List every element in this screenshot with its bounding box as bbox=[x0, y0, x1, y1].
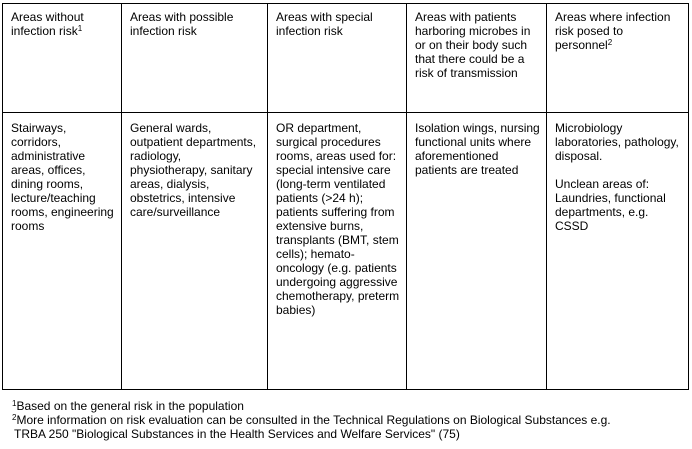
footnote-2-continued: TRBA 250 "Biological Substances in the Health Services and Welfare Services" (75) bbox=[14, 427, 460, 441]
cell-text: Isolation wings, nursing functional units where aforementioned patients are treated bbox=[415, 121, 540, 177]
header-no-risk bbox=[3, 4, 122, 113]
infection-risk-table bbox=[2, 3, 689, 390]
table-header-row bbox=[3, 4, 689, 113]
header-text: Areas with special infection risk bbox=[276, 10, 373, 38]
cell-text: General wards, outpatient departments, radiology, physiotherapy, sanitary areas, dialysis, obstetrics, intensive care/surveillance bbox=[130, 121, 257, 219]
cell-special-risk bbox=[268, 113, 407, 390]
header-text: Areas with possible infection risk bbox=[130, 10, 234, 38]
header-text: Areas without infection risk bbox=[11, 10, 84, 38]
cell-personnel-risk bbox=[547, 113, 689, 390]
header-special-risk bbox=[268, 4, 407, 113]
header-possible-risk bbox=[122, 4, 268, 113]
footnote-text: Based on the general risk in the population bbox=[16, 399, 244, 413]
header-transmission-risk bbox=[407, 4, 547, 113]
cell-text: Stairways, corridors, administrative areas, offices, dining rooms, lecture/teaching rooms, engineering rooms bbox=[11, 121, 114, 233]
footnote-1 bbox=[12, 399, 688, 413]
footnote-marker: 2 bbox=[607, 38, 613, 47]
footnote-marker: 1 bbox=[12, 399, 17, 408]
footnote-marker: 2 bbox=[12, 413, 17, 422]
header-text: Areas where infection risk posed to personnel bbox=[555, 10, 671, 52]
header-personnel-risk bbox=[547, 4, 689, 113]
footnote-text: More information on risk evaluation can be consulted in the Technical Regulations on Biological Substances e.g. bbox=[16, 413, 611, 427]
footnote-2 bbox=[12, 413, 688, 427]
footnotes bbox=[12, 399, 688, 441]
cell-no-risk bbox=[3, 113, 122, 390]
header-text: Areas with patients harboring microbes in or on their body such that there could be a risk of transmission bbox=[415, 10, 531, 80]
footnote-marker: 1 bbox=[77, 24, 83, 33]
cell-transmission-risk bbox=[407, 113, 547, 390]
cell-text: Microbiology laboratories, pathology, disposal. bbox=[555, 121, 679, 163]
cell-possible-risk bbox=[122, 113, 268, 390]
cell-text: OR department, surgical procedures rooms, areas used for: special intensive care (long-term ventilated patients (>24 h); patients suffering from extensive burns, transplants (BMT, stem cells); hemato-oncology (e.g. patients undergoing aggressive chemotherapy, preterm babies) bbox=[276, 121, 400, 317]
cell-text: Unclean areas of: Laundries, functional departments, e.g. CSSD bbox=[555, 177, 666, 233]
table-row bbox=[3, 113, 689, 390]
